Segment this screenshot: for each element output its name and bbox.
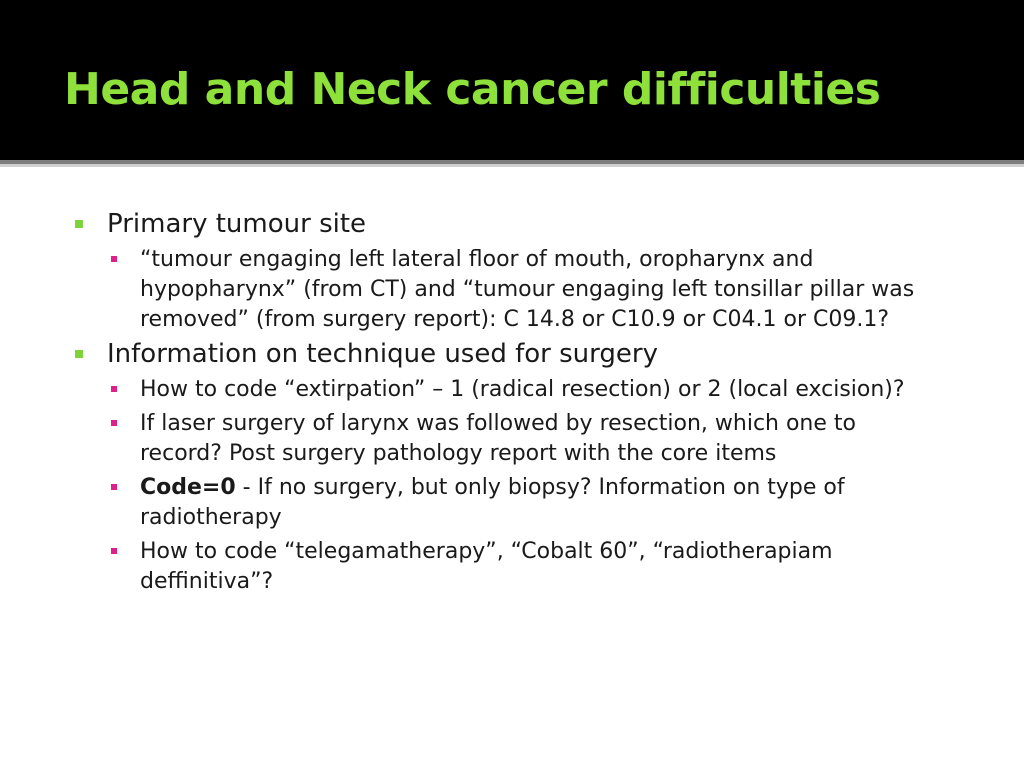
sub-bullet-item bbox=[107, 537, 930, 597]
square-bullet-icon bbox=[75, 220, 83, 228]
sub-bullet-text: - If no surgery, but only biopsy? Information on type of radiotherapy bbox=[140, 475, 845, 530]
square-bullet-icon bbox=[111, 420, 117, 426]
title-divider-light bbox=[0, 164, 1024, 167]
bullet-item bbox=[72, 337, 972, 371]
title-bar bbox=[0, 0, 1024, 160]
bullet-text: Primary tumour site bbox=[107, 209, 367, 239]
sub-bullet-text: If laser surgery of larynx was followed by resection, which one to record? Post surgery pathology report with the core items bbox=[140, 411, 856, 466]
sub-bullet-text: How to code “extirpation” – 1 (radical resection) or 2 (local excision)? bbox=[140, 377, 905, 402]
square-bullet-icon bbox=[111, 484, 117, 490]
sub-bullet-text: “tumour engaging left lateral floor of mouth, oropharynx and hypopharynx” (from CT) and “tumour engaging left tonsillar pillar was removed” (from surgery report): C 14.8 or C10.9 or C04.1 or C09.1? bbox=[140, 247, 915, 332]
square-bullet-icon bbox=[111, 256, 117, 262]
square-bullet-icon bbox=[111, 386, 117, 392]
slide-content bbox=[72, 205, 972, 597]
sub-bullet-item bbox=[107, 375, 930, 405]
square-bullet-icon bbox=[75, 350, 83, 358]
bullet-text: Information on technique used for surgery bbox=[107, 339, 658, 369]
code-label: Code=0 bbox=[140, 475, 236, 500]
slide-title: Head and Neck cancer difficulties bbox=[64, 64, 881, 115]
sub-bullet-item bbox=[107, 409, 930, 469]
square-bullet-icon bbox=[111, 548, 117, 554]
sub-bullet-text: How to code “telegamatherapy”, “Cobalt 60”, “radiotherapiam deffinitiva”? bbox=[140, 539, 833, 594]
bullet-item bbox=[72, 207, 972, 241]
sub-bullet-item bbox=[107, 473, 930, 533]
sub-bullet-item bbox=[107, 245, 930, 335]
